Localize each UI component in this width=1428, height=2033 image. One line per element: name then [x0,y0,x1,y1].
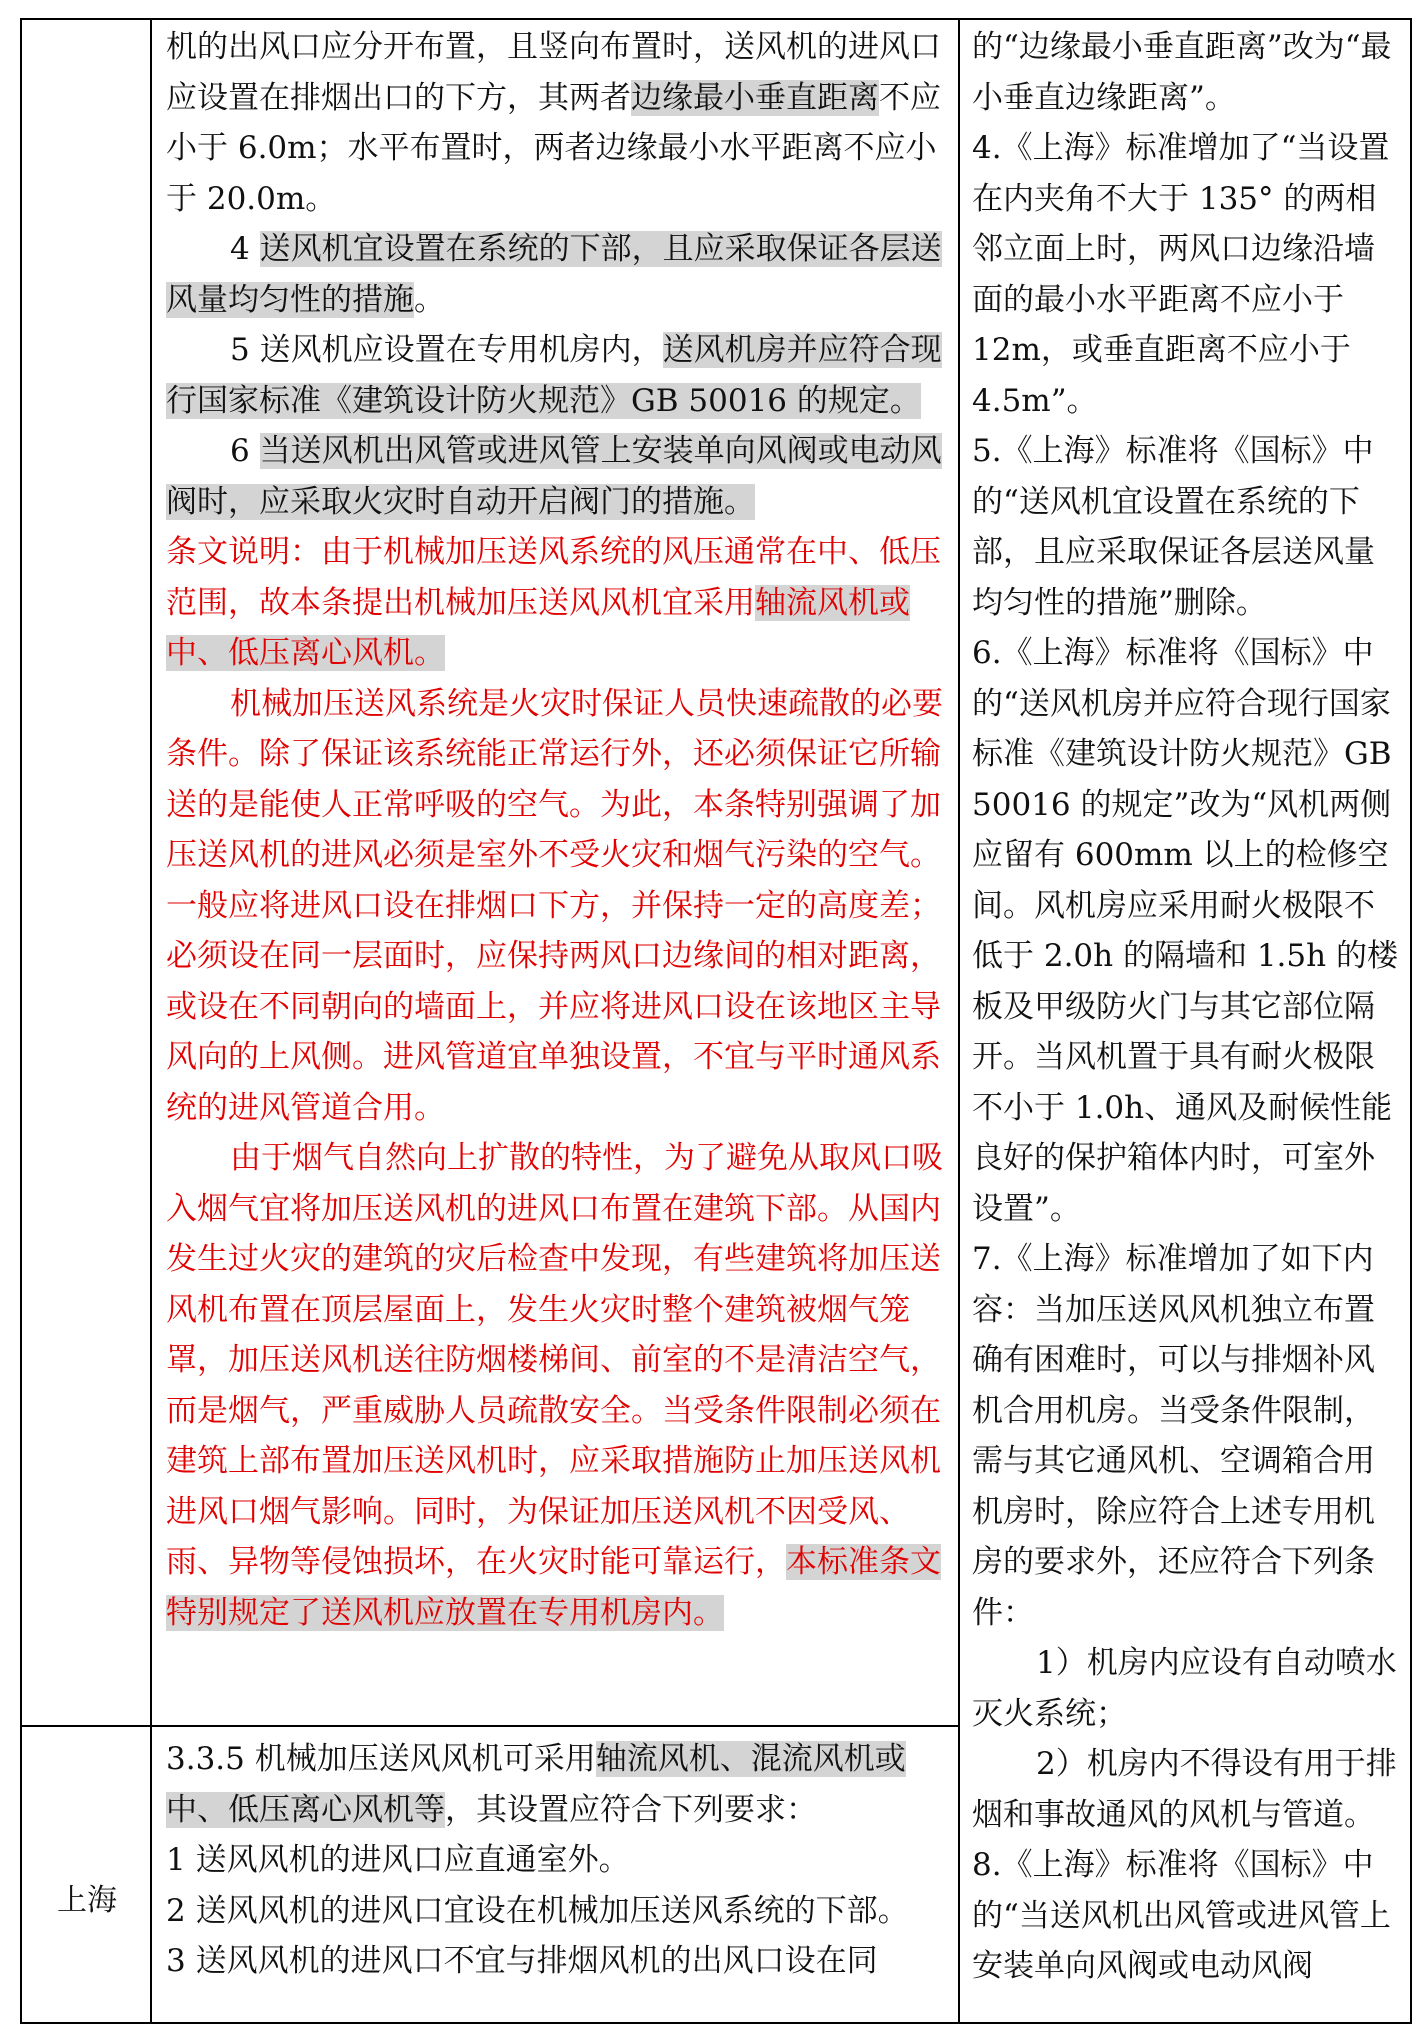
note-subitem: 2）机房内不得设有用于排烟和事故通风的风机与管道。 [972,1746,1397,1833]
note-paragraph: 5.《上海》标准将《国标》中的“送风机宜设置在系统的下部，且应采取保证各层送风量均匀性的措施”删除。 [972,433,1375,621]
column-divider [150,20,152,2022]
clause-item-2: 2 送风风机的进风口宜设在机械加压送风系统的下部。 [166,1892,909,1929]
column-divider [958,20,960,2022]
clause-item-4: 4 送风机宜设置在系统的下部，且应采取保证各层送风量均匀性的措施。 [166,231,942,318]
middle-cell-lower [166,1734,944,1987]
clause-item-3: 3 送风风机的进风口不宜与排烟风机的出风口设在同 [166,1943,878,1979]
explanation-paragraph: 由于烟气自然向上扩散的特性，为了避免从取风口吸入烟气宜将加压送风机的进风口布置在建筑下部。从国内发生过火灾的建筑的灾后检查中发现，有些建筑将加压送风机布置在顶层屋面上，发生火灾时整个建筑被烟气笼罩，加压送风机送往防烟楼梯间、前室的不是清洁空气，而是烟气，严重威胁人员疏散安全。当受条件限制必须在建筑上部布置加压送风机时，应采取措施防止加压送风机进风口烟气影响。同时，为保证加压送风机不因受风、雨、异物等侵蚀损坏，在火灾时能可靠运行，本标准条文特别规定了送风机应放置在专用机房内。 [166,1140,943,1631]
clause-3-3-5: 3.3.5 机械加压送风风机可采用轴流风机、混流风机或中、低压离心风机等，其设置应符合下列要求： [166,1741,906,1828]
row-divider [22,1725,960,1727]
clause-item-5: 5 送风机应设置在专用机房内，送风机房并应符合现行国家标准《建筑设计防火规范》GB 50016 的规定。 [166,332,942,419]
note-paragraph: 6.《上海》标准将《国标》中的“送风机房并应符合现行国家标准《建筑设计防火规范》GB 50016 的规定”改为“风机两侧应留有 600mm 以上的检修空间。风机房应采用耐火极限不低于 2.0h 的隔墙和 1.5h 的楼板及甲级防火门与其它部位隔开。当风机置于具有耐火极限不小于 1.0h、通风及耐候性能良好的保护箱体内时，可室外设置”。 [972,635,1398,1227]
clause-item-1: 1 送风风机的进风口应直通室外。 [166,1842,630,1878]
clause-item-6: 6 当送风机出风管或进风管上安装单向风阀或电动风阀时，应采取火灾时自动开启阀门的措施。 [166,433,942,520]
note-paragraph: 4.《上海》标准增加了“当设置在内夹角不大于 135° 的两相邻立面上时，两风口边缘沿墙面的最小水平距离不应小于 12m，或垂直距离不应小于 4.5m”。 [972,130,1390,419]
explanation-paragraph: 机械加压送风系统是火灾时保证人员快速疏散的必要条件。除了保证该系统能正常运行外，还必须保证它所输送的是能使人正常呼吸的空气。为此，本条特别强调了加压送风机的进风必须是室外不受火灾和烟气污染的空气。一般应将进风口设在排烟口下方，并保持一定的高度差；必须设在同一层面时，应保持两风口边缘间的相对距离，或设在不同朝向的墙面上，并应将进风口设在该地区主导风向的上风侧。进风管道宜单独设置，不宜与平时通风系统的进风管道合用。 [166,685,943,1126]
note-paragraph: 7.《上海》标准增加了如下内容：当加压送风风机独立布置确有困难时，可以与排烟补风机合用机房。当受条件限制，需与其它通风机、空调箱合用机房时，除应符合上述专用机房的要求外，还应符合下列条件： [972,1241,1375,1631]
middle-cell-upper [166,22,944,1638]
explanation-paragraph: 条文说明：由于机械加压送风系统的风压通常在中、低压范围，故本条提出机械加压送风风机宜采用轴流风机或中、低压离心风机。 [166,534,941,671]
clause-paragraph: 机的出风口应分开布置，且竖向布置时，送风机的进风口应设置在排烟出口的下方，其两者边缘最小垂直距离不应小于 6.0m；水平布置时，两者边缘最小水平距离不应小于 20.0m。 [166,29,941,217]
comparison-table [20,18,1412,2024]
note-paragraph: 8.《上海》标准将《国标》中的“当送风机出风管或进风管上安装单向风阀或电动风阀 [972,1847,1391,1984]
note-subitem: 1）机房内应设有自动喷水灭火系统； [972,1645,1397,1732]
region-label: 上海 [57,1883,117,1918]
right-cell [972,22,1400,1992]
note-paragraph: 的“边缘最小垂直距离”改为“最小垂直边缘距离”。 [972,29,1392,116]
